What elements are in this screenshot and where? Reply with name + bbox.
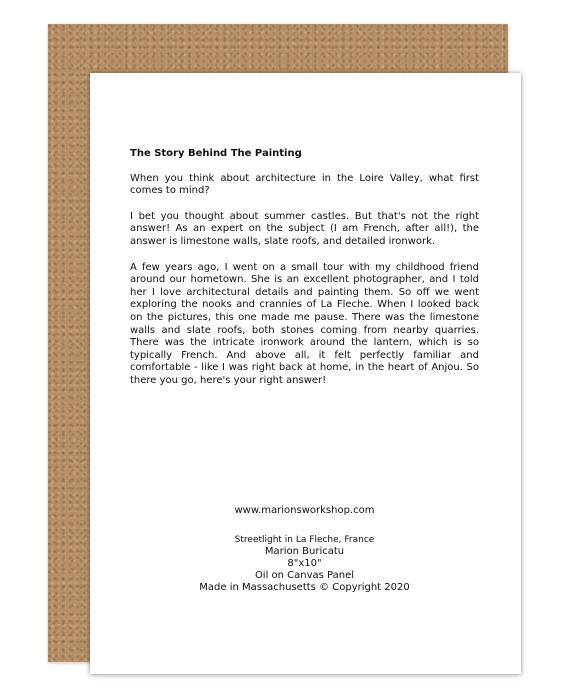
story-paragraph-3: A few years ago, I went on a small tour with my childhood friend around our hometown. She is an excellent photographer, and I told her I love architectural details and painting them. So off we went exploring the nooks and crannies of La Fleche. When I looked back on the pictures, this one made me pause. There was the limestone walls and slate roofs, both stones coming from nearby quarries. There was the intricate ironwork around the lantern, which is so typically French. And above all, it felt perfectly familiar and comfortable - like I was right back at home, in the heart of Anjou. So there you go, here's your right answer! <box>130 261 479 386</box>
artist-name: Marion Buricatu <box>264 546 345 557</box>
painting-credits <box>130 534 479 594</box>
story-heading: The Story Behind The Painting <box>130 148 302 159</box>
website-text: www.marionsworkshop.com <box>234 505 375 516</box>
story-paragraph-2: I bet you thought about summer castles. But that's not the right answer! As an expert on the subject (I am French, after all!), the answer is limestone walls, slate roofs, and detailed ironwork. <box>130 210 479 247</box>
greeting-card <box>90 73 521 674</box>
card-story <box>130 148 479 401</box>
story-paragraph-1: When you think about architecture in the Loire Valley, what first comes to mind? <box>130 172 479 197</box>
painting-title: Streetlight in La Fleche, France <box>234 535 375 545</box>
painting-size: 8"x10" <box>287 558 322 569</box>
card-footer <box>130 505 479 594</box>
copyright-line: Made in Massachusetts © Copyright 2020 <box>199 582 410 593</box>
painting-medium: Oil on Canvas Panel <box>254 570 355 581</box>
